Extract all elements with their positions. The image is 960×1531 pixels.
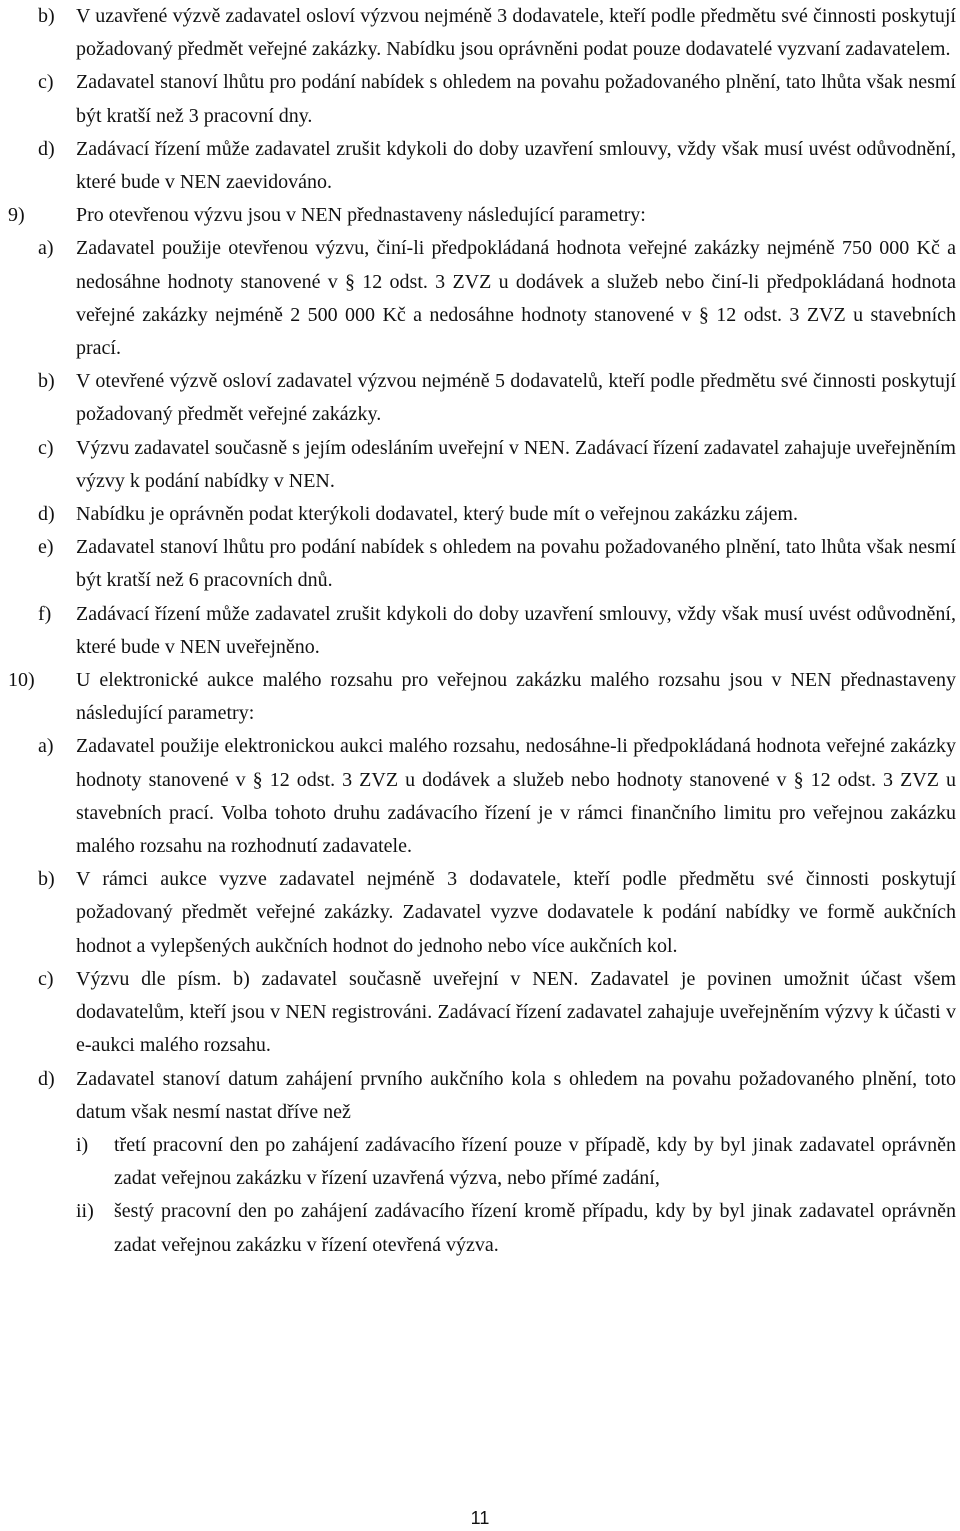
list-item <box>76 1195 956 1261</box>
list-marker: ii) <box>76 1200 94 1223</box>
list-item-text: V uzavřené výzvě zadavatel osloví výzvou nejméně 3 dodavatele, kteří podle předmětu své činnosti poskytují požadovaný předmět veřejné zakázky. Nabídku jsou oprávněni podat pouze dodavatelé vyzvaní zadavatelem. <box>76 5 956 61</box>
list-item <box>38 531 956 597</box>
list-marker: e) <box>38 536 54 559</box>
list-item-text: Výzvu dle písm. b) zadavatel současně uveřejní v NEN. Zadavatel je povinen umožnit účast všem dodavatelům, kteří jsou v NEN registrováni. Zadávací řízení zadavatel zahajuje uveřejněním výzvy k účasti v e-aukci malého rozsahu. <box>76 967 956 1057</box>
list-item-text: třetí pracovní den po zahájení zadávacího řízení pouze v případě, kdy by byl jinak zadavatel oprávněn zadat veřejnou zakázku v řízení uzavřená výzva, nebo přímé zadání, <box>114 1133 956 1190</box>
list-item-text: U elektronické aukce malého rozsahu pro veřejnou zakázku malého rozsahu jsou v NEN přednastaveny následující parametry: <box>76 669 956 725</box>
list-item <box>38 432 956 498</box>
list-item-text: Zadavatel stanoví datum zahájení prvního aukčního kola s ohledem na povahu požadovaného plnění, toto datum však nesmí nastat dříve než <box>76 1067 956 1123</box>
list-marker: f) <box>38 602 52 625</box>
list-item-text: Zadavatel použije elektronickou aukci malého rozsahu, nedosáhne-li předpokládaná hodnota veřejné zakázky hodnoty stanovené v § 12 odst. 3 ZVZ u dodávek a služeb nebo hodnoty stanovené v § 12 odst. 3 ZVZ u stavebních prací. Volba tohoto druhu zadávacího řízení je v rámci finančního limitu pro veřejnou zakázku malého rozsahu na rozhodnutí zadavatele. <box>76 735 956 858</box>
list-item <box>38 963 956 1063</box>
list-item <box>38 730 956 863</box>
list-item-text: Zadavatel stanoví lhůtu pro podání nabídek s ohledem na povahu požadovaného plnění, tato lhůta však nesmí být kratší než 6 pracovních dnů. <box>76 536 956 592</box>
list-item-text: Zadávací řízení může zadavatel zrušit kdykoli do doby uzavření smlouvy, vždy však musí uvést odůvodnění, které bude v NEN uveřejněno. <box>76 602 956 658</box>
list-item-text: Zadávací řízení může zadavatel zrušit kdykoli do doby uzavření smlouvy, vždy však musí uvést odůvodnění, které bude v NEN zaevidováno. <box>76 137 956 194</box>
list-item-text: Zadavatel stanoví lhůtu pro podání nabídek s ohledem na povahu požadovaného plnění, tato lhůta však nesmí být kratší než 3 pracovní dny. <box>76 71 956 127</box>
list-marker: d) <box>38 1067 55 1090</box>
list-item <box>38 598 956 664</box>
list-marker: c) <box>38 967 54 990</box>
list-item <box>8 199 956 232</box>
list-marker: d) <box>38 137 55 160</box>
list-item <box>38 365 956 431</box>
list-marker: c) <box>38 71 54 94</box>
list-item <box>38 1063 956 1129</box>
list-item <box>38 863 956 963</box>
document-body <box>8 0 956 1262</box>
list-marker: a) <box>38 237 54 260</box>
list-item-text: šestý pracovní den po zahájení zadávacího řízení kromě případu, kdy by byl jinak zadavatel oprávněn zadat veřejnou zakázku v řízení otevřená výzva. <box>114 1200 956 1256</box>
list-item-text: V rámci aukce vyzve zadavatel nejméně 3 dodavatele, kteří podle předmětu své činnosti poskytují požadovaný předmět veřejné zakázky. Zadavatel vyzve dodavatele k podání nabídky ve formě aukčních hodnot a vylepšených aukčních hodnot do jednoho nebo více aukčních kol. <box>76 868 956 957</box>
list-item <box>8 664 956 730</box>
list-marker: i) <box>76 1133 89 1156</box>
list-item <box>76 1129 956 1195</box>
list-item-text: Nabídku je oprávněn podat kterýkoli dodavatel, který bude mít o veřejnou zakázku zájem. <box>76 503 798 526</box>
list-marker: b) <box>38 868 55 891</box>
list-marker: b) <box>38 370 55 393</box>
numbered-list <box>8 0 956 1262</box>
list-item-text: Pro otevřenou výzvu jsou v NEN přednastaveny následující parametry: <box>76 204 646 227</box>
list-item-text: Výzvu zadavatel současně s jejím odesláním uveřejní v NEN. Zadávací řízení zadavatel zahajuje uveřejněním výzvy k podání nabídky v NEN. <box>76 436 956 492</box>
list-item <box>38 232 956 365</box>
page-number: 11 <box>470 1508 490 1528</box>
list-item-text: Zadavatel použije otevřenou výzvu, činí-li předpokládaná hodnota veřejné zakázky nejméně 750 000 Kč a nedosáhne hodnoty stanovené v § 12 odst. 3 ZVZ u dodávek a služeb nebo činí-li předpokládaná hodnota veřejné zakázky nejméně 2 500 000 Kč a nedosáhne hodnoty stanovené v § 12 odst. 3 ZVZ u stavebních prací. <box>76 237 956 360</box>
list-marker: a) <box>38 735 54 758</box>
list-marker: b) <box>38 5 55 27</box>
list-item-text: V otevřené výzvě osloví zadavatel výzvou nejméně 5 dodavatelů, kteří podle předmětu své činnosti poskytují požadovaný předmět veřejné zakázky. <box>76 370 956 426</box>
list-marker: c) <box>38 436 54 459</box>
list-item <box>38 133 956 199</box>
list-marker: d) <box>38 503 55 526</box>
list-item <box>38 0 956 66</box>
list-marker: 10) <box>8 669 35 692</box>
list-marker: 9) <box>8 204 25 227</box>
list-item <box>38 498 956 531</box>
list-item <box>38 66 956 132</box>
